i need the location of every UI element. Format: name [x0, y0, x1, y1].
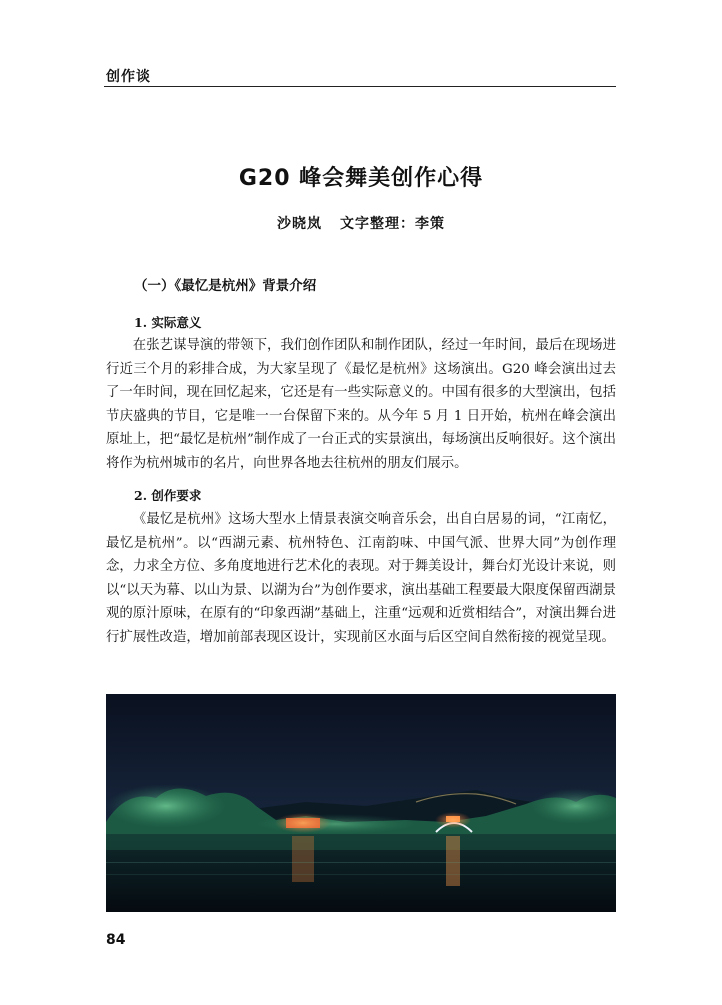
header-rule: [104, 86, 616, 87]
water-ripple: [106, 862, 616, 863]
bridge-reflection: [446, 836, 460, 886]
running-header-label: 创作谈: [106, 69, 151, 85]
water-ripple-2: [106, 874, 616, 875]
pavilion-glow: [275, 813, 331, 833]
paragraph-2: 《最忆是杭州》这场大型水上情景表演交响音乐会，出自白居易的词，“江南忆，最忆是杭州”。以“西湖元素、杭州特色、江南韵味、中国气派、世界大同”为创作理念，力求全方位、多角度地进行艺术化的表现。对于舞美设计，舞台灯光设计来说，则以“以天为幕、以山为景、以湖为台”为创作要求，演出基础工程要最大限度保留西湖景观的原汁原味，在原有的“印象西湖”基础上，注重“远观和近赏相结合”，对演出舞台进行扩展性改造，增加前部表现区设计，实现前区水面与后区空间自然衔接的视觉呈现。: [106, 512, 616, 645]
page-number: 84: [106, 932, 126, 948]
tree-reflection: [106, 834, 616, 850]
pavilion-reflection: [292, 836, 314, 882]
night-scene-illustration: [106, 694, 616, 912]
subsection-heading-1: 1. 实际意义: [134, 315, 202, 330]
byline: [0, 213, 722, 233]
west-lake-night-photo: [106, 694, 616, 912]
section-heading: （一）《最忆是杭州》背景介绍: [134, 278, 317, 294]
subsection-heading-2: 2. 创作要求: [134, 488, 202, 503]
author-name: 沙晓岚: [277, 216, 322, 232]
bridge-glow: [435, 812, 471, 828]
editor-credit: 文字整理：李策: [340, 216, 445, 232]
article-title: G20 峰会舞美创作心得: [238, 166, 484, 191]
tree-glow-left: [106, 784, 226, 828]
paragraph-1: 在张艺谋导演的带领下，我们创作团队和制作团队，经过一年时间，最后在现场进行近三个月的彩排合成，为大家呈现了《最忆是杭州》这场演出。G20 峰会演出过去了一年时间，现在回忆起来，它还是有一些实际意义的。中国有很多的大型演出，包括节庆盛典的节目，它是唯一一台保留下来的。从今年 5 月 1 日开始，杭州在峰会演出原址上，把“最忆是杭州”制作成了一台正式的实景演出，每场演出反响很好。这个演出将作为杭州城市的名片，向世界各地去往杭州的朋友们展示。: [106, 338, 616, 471]
